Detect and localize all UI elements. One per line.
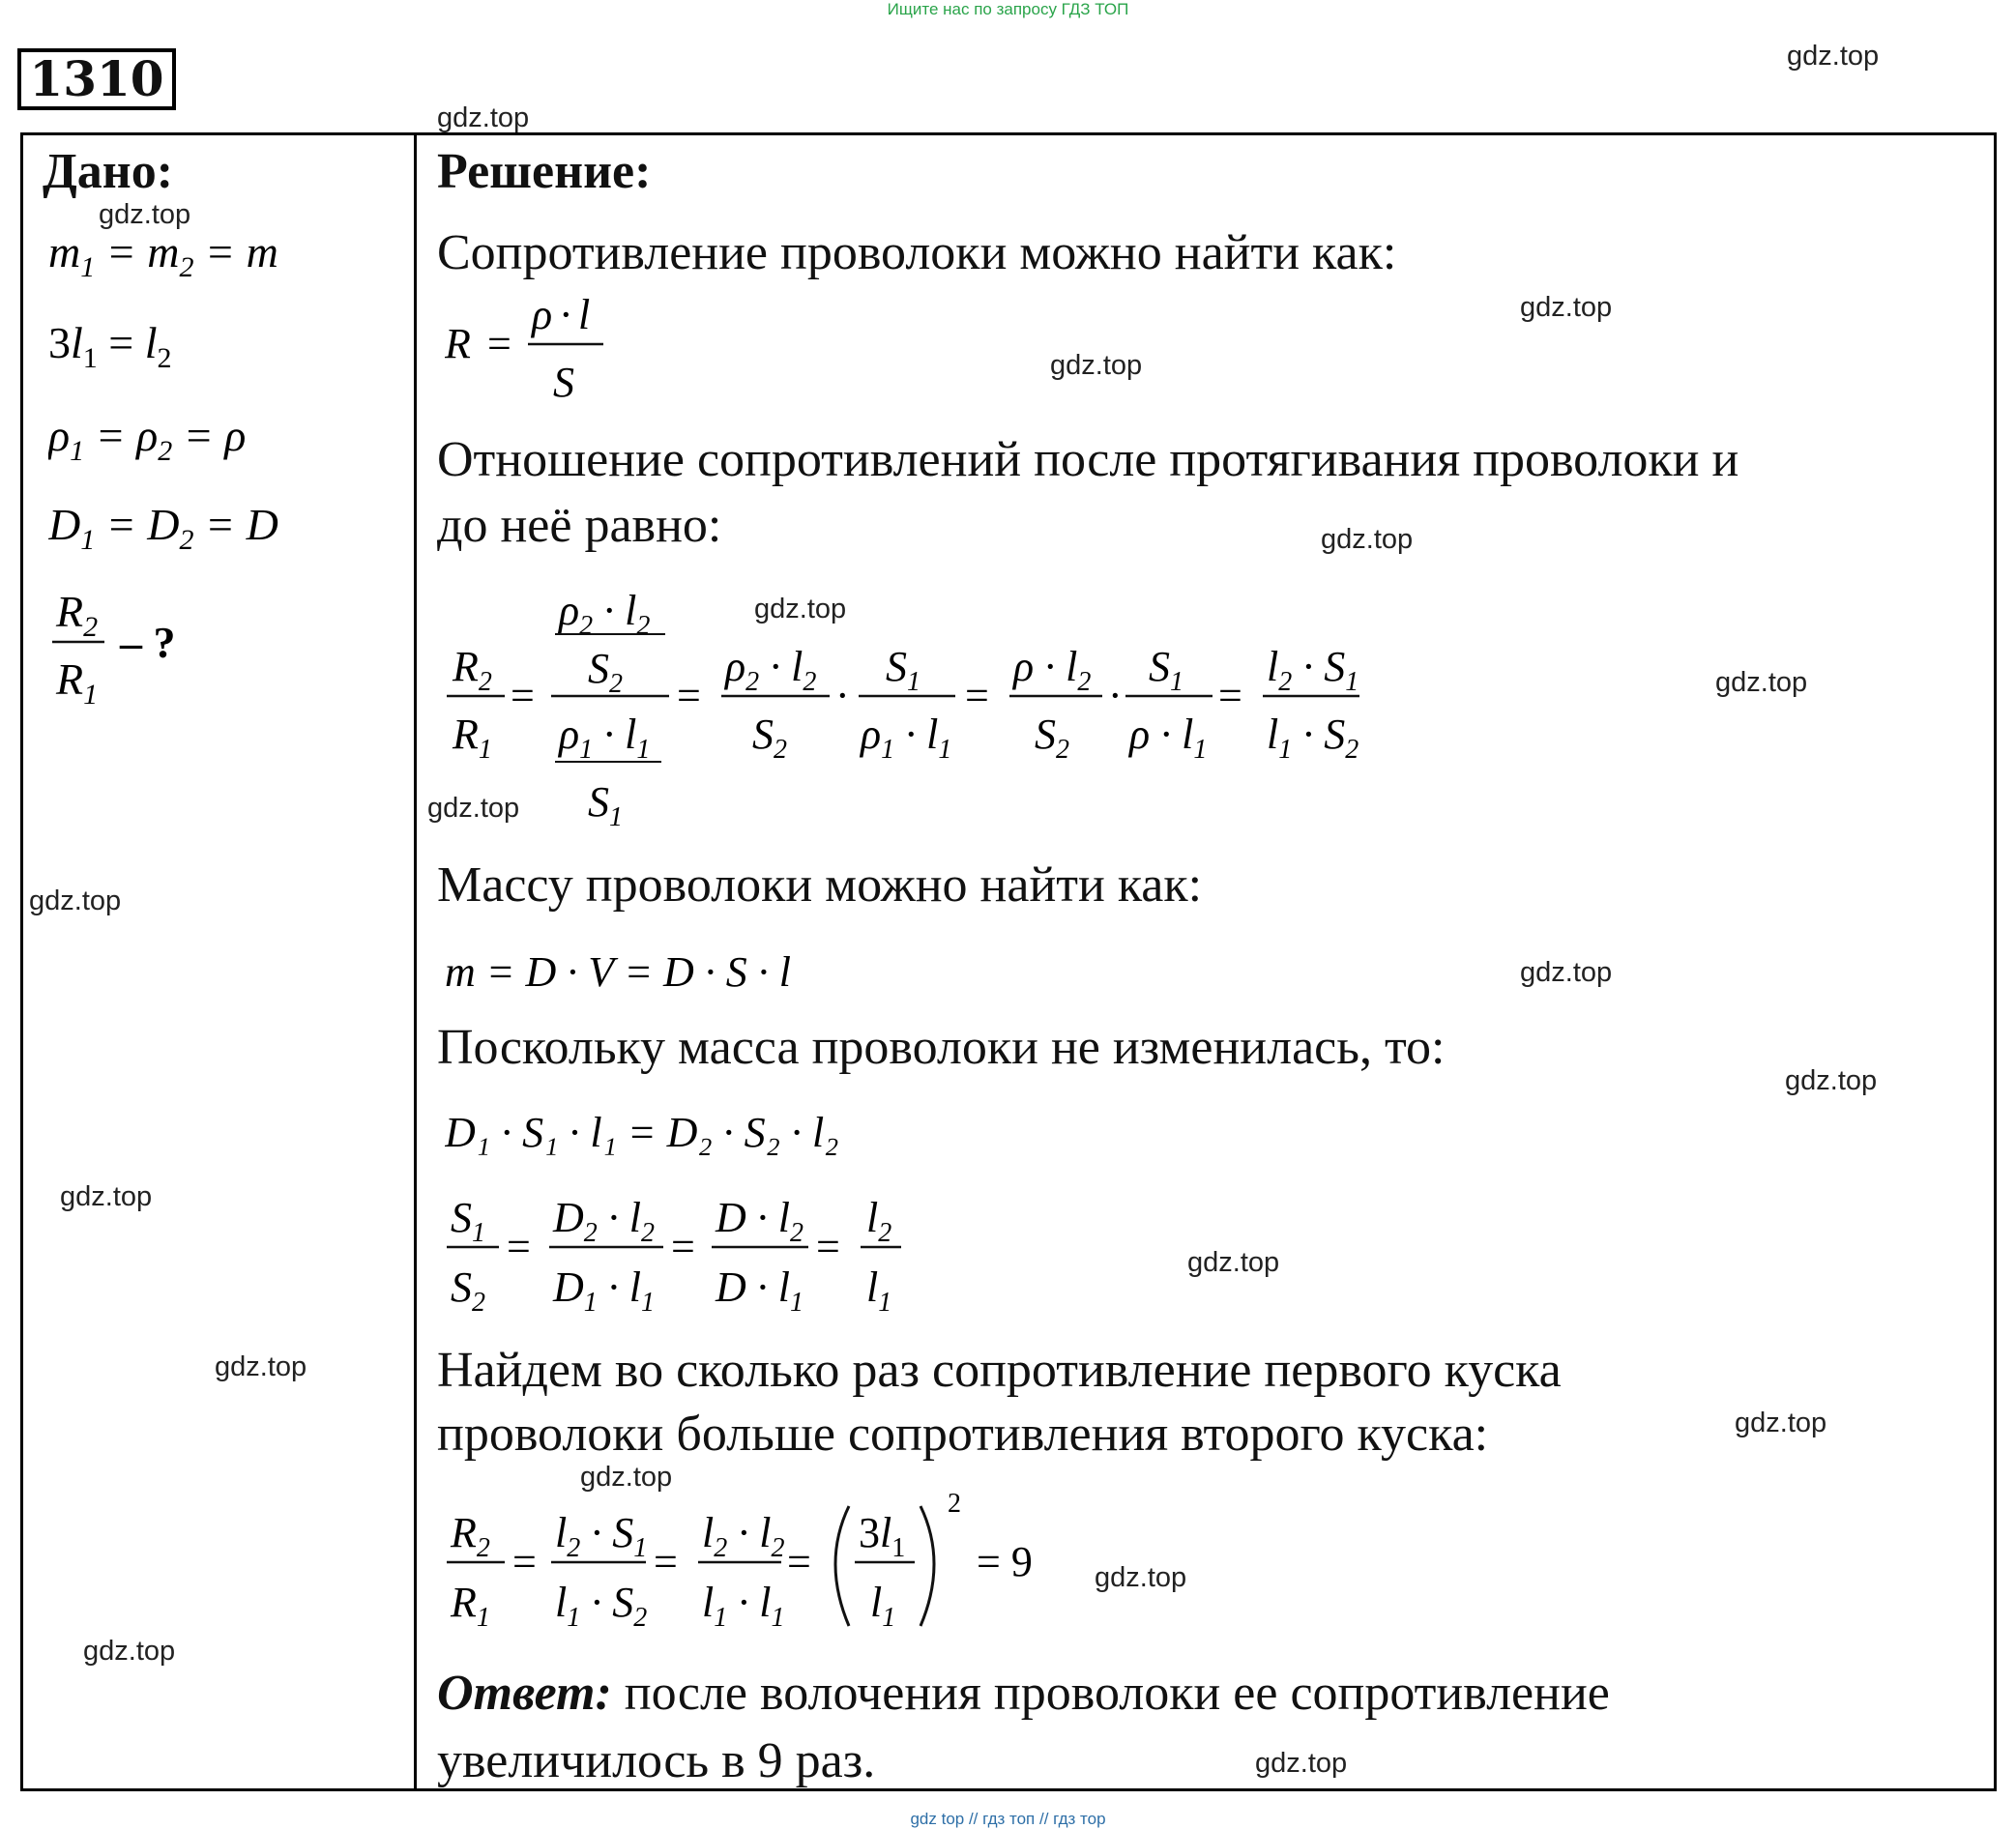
given-find-ratio [48, 580, 300, 715]
watermark: gdz.top [29, 885, 122, 916]
svg-text:ρ · l2: $\rho \cdot l_2$ [1013, 643, 1092, 697]
svg-text:R2: $R_2$ [56, 587, 99, 643]
given-resistivity-equation [48, 404, 338, 472]
svg-text:R1: $R_1$ [56, 654, 99, 711]
watermark: gdz.top [580, 1462, 673, 1493]
watermark: gdz.top [60, 1181, 153, 1212]
svg-text:·: · [835, 672, 850, 719]
svg-text:R1: $R_1$ [453, 711, 492, 765]
given-length-equation [48, 311, 300, 379]
svg-text:=: = [671, 1223, 695, 1270]
svg-text:l1: $l_1$ [866, 1263, 892, 1318]
svg-text:R: R [445, 320, 471, 367]
svg-text:D1 = D2 = D: $D_1 = D_2 = D$ [48, 500, 278, 556]
svg-text:D · l2: $D \cdot l_2$ [716, 1194, 803, 1248]
given-heading: Дано: [43, 144, 174, 199]
svg-text:– ?: – ? [120, 618, 176, 667]
watermark: gdz.top [1735, 1408, 1827, 1438]
svg-text:l2 · S1: $l_2 \cdot S_1$ [555, 1509, 648, 1563]
svg-text:l1: $l_1$ [870, 1579, 896, 1633]
svg-text:S1: $S_1$ [1149, 643, 1183, 697]
solution-text-compare-b: проволоки больше сопротивления второго куска: [437, 1407, 1489, 1462]
given-mass-equation [48, 220, 338, 288]
svg-text:D1 · l1: $D_1 \cdot l_1$ [553, 1263, 656, 1318]
svg-text:ρ1 · l1: $\rho_1 \cdot l_1$ [861, 711, 952, 765]
svg-text:R2: $R_2$ [451, 1509, 490, 1563]
svg-text:m = D · V = D · S · l: m = D · V = D · S · l [445, 948, 792, 996]
problem-number: 1310 [17, 48, 176, 110]
formula-mass-equality [445, 1096, 870, 1174]
svg-text:=: = [677, 672, 701, 719]
answer-text-a: после волочения проволоки ее сопротивление [611, 1666, 1610, 1721]
svg-text:=: = [1218, 672, 1242, 719]
svg-text:ρ1 · l1: $\rho_1 \cdot l_1$ [559, 711, 651, 765]
svg-text:S1: $S_1$ [886, 643, 920, 697]
watermark: gdz.top [437, 102, 530, 133]
solution-heading: Решение: [437, 144, 652, 199]
svg-text:l2 · l2: $l_2 \cdot l_2$ [702, 1509, 785, 1563]
answer-line-a [437, 1665, 1610, 1722]
svg-text:D₁ · S₁ · l₁ = D₂ · S₂ · l₂: D₁ · S₁ · l₁ = D₂ · S₂ · l₂ [445, 1109, 839, 1156]
bottom-banner: gdz top // гдз топ // гдз тор [910, 1810, 1106, 1828]
svg-text:=: = [487, 320, 511, 367]
answer-label: Ответ: [437, 1666, 612, 1721]
watermark: gdz.top [1050, 350, 1143, 381]
svg-text:ρ: ρ [532, 291, 553, 338]
svg-text:D · l1: $D \cdot l_1$ [716, 1263, 803, 1318]
svg-text:l1 · S2: $l_1 \cdot S_2$ [555, 1579, 648, 1633]
solution-text-mass-constant: Поскольку масса проволоки не изменилась, то: [437, 1020, 1446, 1075]
svg-text:=: = [816, 1223, 840, 1270]
svg-text:ρ2 · l2: $\rho_2 \cdot l_2$ [559, 587, 651, 641]
svg-text:ρ2 · l2: $\rho_2 \cdot l_2$ [725, 643, 817, 697]
svg-text:=: = [511, 672, 535, 719]
formula-resistance [445, 288, 638, 414]
svg-text:=: = [787, 1538, 811, 1585]
svg-text:l1 · S2: $l_1 \cdot S_2$ [1267, 711, 1359, 765]
solution-text-ratio-a: Отношение сопротивлений после протягивания проволоки и [437, 432, 1739, 487]
svg-text:S1: $S_1$ [588, 778, 623, 832]
svg-text:l1 · l1: $l_1 \cdot l_1$ [702, 1579, 785, 1633]
watermark: gdz.top [1520, 292, 1613, 323]
svg-text:=: = [965, 672, 989, 719]
watermark: gdz.top [1321, 524, 1414, 555]
column-divider [414, 132, 417, 1791]
svg-text:S2: $S_2$ [752, 711, 787, 765]
watermark: gdz.top [1255, 1748, 1348, 1779]
given-density-equation [48, 493, 338, 561]
svg-text:S2: $S_2$ [1035, 711, 1069, 765]
watermark: gdz.top [1520, 957, 1613, 988]
answer-line-b: увеличилось в 9 раз. [437, 1733, 876, 1788]
formula-mass [445, 938, 870, 1005]
formula-resistance-ratio [445, 576, 1392, 837]
svg-text:2: 2 [948, 1489, 961, 1519]
svg-text:=: = [507, 1223, 531, 1270]
watermark: gdz.top [215, 1351, 307, 1382]
svg-text:m1 = m2 = m: $m_1 = m_2 = m$ [48, 227, 278, 283]
svg-text:·: · [1108, 672, 1123, 719]
svg-text:ρ · l1: $\rho \cdot l_1$ [1129, 711, 1208, 765]
solution-text-mass: Массу проволоки можно найти как: [437, 857, 1203, 913]
solution-text-resistance: Сопротивление проволоки можно найти как: [437, 225, 1397, 280]
svg-text:=: = [512, 1538, 537, 1585]
formula-final-ratio [445, 1485, 1102, 1640]
svg-text:l: l [578, 291, 591, 338]
solution-text-ratio-b: до неё равно: [437, 498, 722, 553]
svg-text:=: = [654, 1538, 678, 1585]
solution-text-compare-a: Найдем во сколько раз сопротивление первого куска [437, 1343, 1562, 1398]
svg-text:3l1: $3l_1$ [859, 1509, 906, 1563]
svg-text:= 9: = 9 [977, 1538, 1033, 1585]
svg-text:S1: $S_1$ [451, 1194, 485, 1248]
top-banner: Ищите нас по запросу ГДЗ ТОП [887, 0, 1129, 18]
watermark: gdz.top [1715, 667, 1808, 698]
svg-text:·: · [559, 291, 573, 338]
svg-text:S: S [553, 359, 574, 406]
svg-text:D2 · l2: $D_2 \cdot l_2$ [553, 1194, 656, 1248]
svg-text:l2 · S1: $l_2 \cdot S_1$ [1267, 643, 1359, 697]
watermark: gdz.top [427, 793, 520, 824]
watermark: gdz.top [83, 1636, 176, 1667]
svg-text:ρ1 = ρ2 = ρ: $\rho_1 = \rho_2 = \rho$ [48, 411, 247, 467]
watermark: gdz.top [1785, 1065, 1878, 1096]
svg-text:S2: $S_2$ [451, 1263, 485, 1318]
watermark: gdz.top [1787, 41, 1880, 72]
watermark: gdz.top [99, 199, 191, 230]
svg-text:l2: $l_2$ [866, 1194, 892, 1248]
svg-text:R1: $R_1$ [451, 1579, 490, 1633]
svg-text:R2: $R_2$ [453, 643, 492, 697]
watermark: gdz.top [1095, 1562, 1187, 1593]
watermark: gdz.top [1187, 1247, 1280, 1278]
watermark: gdz.top [754, 594, 847, 624]
formula-area-ratio [445, 1181, 948, 1326]
svg-text:3l1 = l2: $3l_1 = l_2$ [48, 318, 172, 374]
svg-text:S2: $S_2$ [588, 645, 623, 699]
